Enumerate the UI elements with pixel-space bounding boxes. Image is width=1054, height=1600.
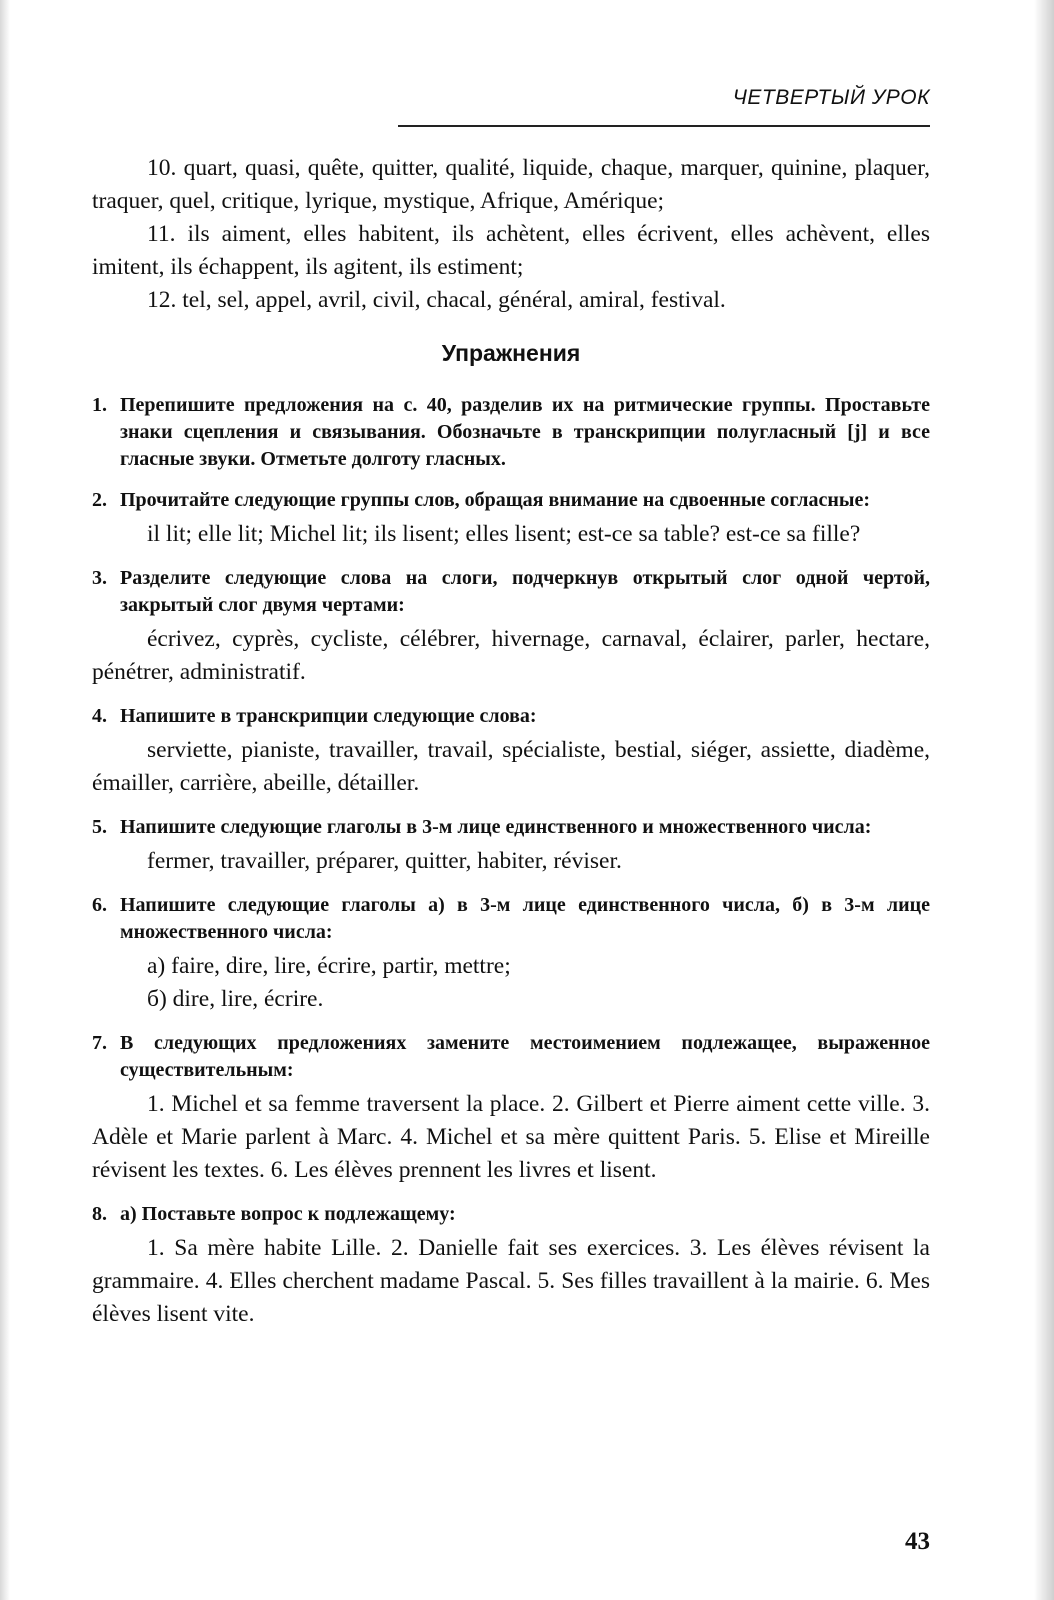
exercise-body: il lit; elle lit; Michel lit; ils lisent; elles lisent; est-ce sa table? est-ce sa fille? (147, 521, 861, 547)
exercise-title (92, 1030, 930, 1084)
exercise-7 (92, 1030, 930, 1187)
exercise-instruction: Перепишите предложения на с. 40, разделив их на ритмические группы. Проставьте знаки сцепления и связывания. Обозначьте в транскрипции полугласный [j] и все гласные звуки. Отметьте долготу гласных. (120, 394, 930, 470)
exercise-number: 5. (92, 816, 107, 838)
page-number: 43 (905, 1528, 930, 1555)
exercise-instruction: В следующих предложениях замените местоимением подлежащее, выраженное существительным: (120, 1032, 930, 1081)
exercise-title (92, 703, 930, 730)
exercise-title (92, 892, 930, 946)
exercise-number: 8. (92, 1203, 107, 1225)
exercise-5 (92, 814, 930, 878)
exercise-number: 2. (92, 489, 107, 511)
section-title: Упражнения (441, 340, 581, 366)
exercise-title (92, 565, 930, 619)
exercise-title (92, 814, 930, 841)
exercise-number: 4. (92, 705, 107, 727)
word-list-11: 11. ils aiment, elles habitent, ils achètent, elles écrivent, elles achèvent, elles imitent, ils échappent, ils agitent, ils estiment; (92, 221, 930, 280)
exercise-body: serviette, pianiste, travailler, travail, spécialiste, bestial, siéger, assiette, diadème, émailler, carrière, abeille, détailler. (92, 737, 930, 796)
exercise-body-b: б) dire, lire, écrire. (147, 986, 324, 1012)
exercise-6 (92, 892, 930, 1016)
exercise-8 (92, 1201, 930, 1331)
exercise-body: écrivez, cyprès, cycliste, célébrer, hivernage, carnaval, éclairer, parler, hectare, pénétrer, administratif. (92, 626, 930, 685)
exercise-1 (92, 392, 930, 473)
exercise-title (92, 392, 930, 473)
exercise-instruction: Разделите следующие слова на слоги, подчеркнув открытый слог одной чертой, закрытый слог двумя чертами: (120, 567, 930, 616)
exercise-number: 1. (92, 394, 107, 416)
running-header: ЧЕТВЕРТЫЙ УРОК (732, 86, 930, 109)
exercise-body-a: а) faire, dire, lire, écrire, partir, mettre; (147, 953, 511, 979)
exercise-number: 3. (92, 567, 107, 589)
page-edge-shadow (0, 0, 10, 1600)
exercise-body: 1. Sa mère habite Lille. 2. Danielle fait ses exercices. 3. Les élèves révisent la grammaire. 4. Elles cherchent madame Pascal. 5. Ses filles travaillent à la mairie. 6. Mes élèves lisent vite. (92, 1235, 930, 1327)
page-edge-shadow-right (1034, 0, 1054, 1600)
header-rule (398, 125, 930, 127)
exercise-number: 6. (92, 894, 107, 916)
page-content (92, 152, 930, 1331)
word-list-12: 12. tel, sel, appel, avril, civil, chacal, général, amiral, festival. (147, 287, 726, 313)
exercise-body: fermer, travailler, préparer, quitter, habiter, réviser. (147, 848, 622, 874)
exercise-instruction: а) Поставьте вопрос к подлежащему: (120, 1203, 456, 1225)
exercise-instruction: Напишите следующие глаголы а) в 3-м лице единственного числа, б) в 3-м лице множественного числа: (120, 894, 930, 943)
exercise-title (92, 1201, 930, 1228)
exercise-3 (92, 565, 930, 689)
exercise-instruction: Прочитайте следующие группы слов, обращая внимание на сдвоенные согласные: (120, 489, 871, 511)
exercise-2 (92, 487, 930, 551)
exercise-instruction: Напишите следующие глаголы в 3-м лице единственного и множественного числа: (120, 816, 872, 838)
word-list-10: 10. quart, quasi, quête, quitter, qualité, liquide, chaque, marquer, quinine, plaquer, traquer, quel, critique, lyrique, mystique, Afrique, Amérique; (92, 155, 930, 214)
exercise-title (92, 487, 930, 514)
exercise-4 (92, 703, 930, 800)
exercise-instruction: Напишите в транскрипции следующие слова: (120, 705, 537, 727)
exercise-number: 7. (92, 1032, 107, 1054)
exercise-body: 1. Michel et sa femme traversent la place. 2. Gilbert et Pierre aiment cette ville. 3. Adèle et Marie parlent à Marc. 4. Michel et sa mère quittent Paris. 5. Elise et Mireille révisent les textes. 6. Les élèves prennent les livres et lisent. (92, 1091, 930, 1183)
